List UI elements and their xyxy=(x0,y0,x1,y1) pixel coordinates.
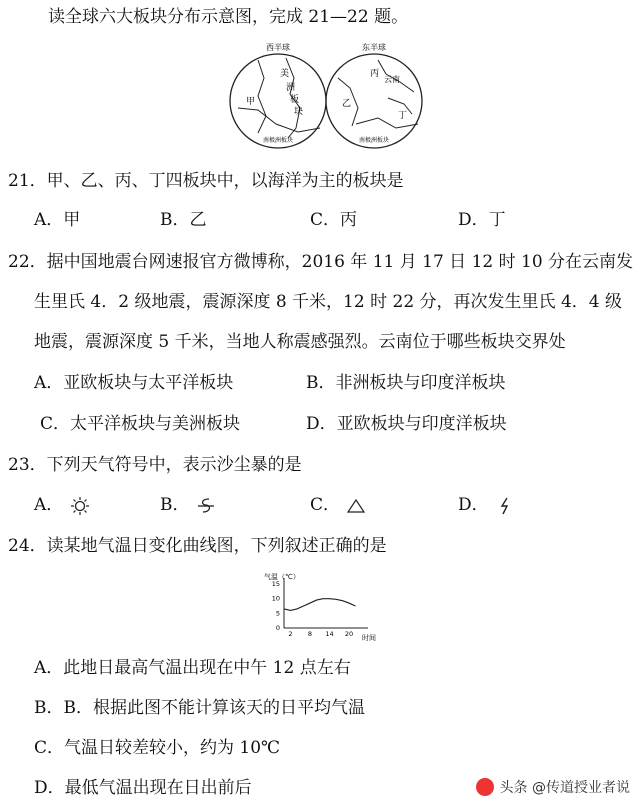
chart-x-tick-label: 8 xyxy=(307,630,313,638)
label-kuai: 块 xyxy=(294,107,304,117)
east-hemisphere-label: 东半球 xyxy=(362,43,386,52)
chart-ylabel: 气温（℃） xyxy=(264,573,300,581)
q23-option-b xyxy=(160,494,217,516)
q22-option-a: A．亚欧板块与太平洋板块 xyxy=(34,373,234,393)
q23-option-c xyxy=(310,494,367,516)
q23-option-d xyxy=(458,494,516,516)
q22-option-d: D．亚欧板块与印度洋板块 xyxy=(306,414,507,434)
label-bing: 丙 xyxy=(370,69,380,79)
chart-xlabel: 时间 xyxy=(362,634,376,642)
chart-y-tick-label: 5 xyxy=(275,609,280,618)
q23-option-a-label: A． xyxy=(34,495,64,515)
q24-option-c: C．气温日较差较小，约为 10℃ xyxy=(34,738,281,758)
watermark-text: 头条 @传道授业者说 xyxy=(499,780,630,796)
label-ding: 丁 xyxy=(398,111,408,121)
q21-option-b: B．乙 xyxy=(160,210,207,230)
q22-option-c: C．太平洋板块与美洲板块 xyxy=(40,414,241,434)
west-hemisphere-circle xyxy=(230,54,326,148)
q21-option-c: C．丙 xyxy=(310,210,358,230)
chart-x-tick-label: 20 xyxy=(344,630,354,638)
chart-x-tick-label: 2 xyxy=(288,630,293,638)
q23-stem: 23．下列天气符号中，表示沙尘暴的是 xyxy=(8,455,302,475)
label-ban: 板 xyxy=(290,95,300,105)
label-mei: 美 xyxy=(280,69,290,79)
sandstorm-symbol-icon xyxy=(195,496,217,516)
label-jia: 甲 xyxy=(246,97,256,107)
west-boundary-1 xyxy=(258,60,266,133)
chart-x-tick-label: 14 xyxy=(325,630,334,638)
q23-option-c-label: C． xyxy=(310,495,341,515)
q21-stem: 21．甲、乙、丙、丁四板块中，以海洋为主的板块是 xyxy=(8,171,404,191)
temperature-chart xyxy=(262,570,380,642)
intro-text: 读全球六大板块分布示意图，完成 21—22 题。 xyxy=(48,7,409,27)
q24-option-a: A．此地日最高气温出现在中午 12 点左右 xyxy=(34,658,351,678)
label-yi: 乙 xyxy=(342,99,352,109)
q22-line1: 22．据中国地震台网速报官方微博称，2016 年 11 月 17 日 12 时 10 分在云南发 xyxy=(8,252,634,272)
q24-stem: 24．读某地气温日变化曲线图，下列叙述正确的是 xyxy=(8,536,387,556)
chart-y-tick-label: 0 xyxy=(275,624,280,632)
q24-option-d: D．最低气温出现在日出前后 xyxy=(34,778,252,798)
q22-line2: 生里氏 4．2 级地震，震源深度 8 千米，12 时 22 分，再次发生里氏 4．4 级 xyxy=(34,292,622,312)
label-antarctic-east: 南极洲板块 xyxy=(358,137,390,144)
q21-option-a: A．甲 xyxy=(34,210,81,230)
q23-option-b-label: B． xyxy=(160,495,190,515)
chart-y-tick-label: 10 xyxy=(271,594,280,603)
sun-symbol-icon xyxy=(69,496,91,516)
plate-map-figure xyxy=(228,38,432,154)
west-boundary-3 xyxy=(238,108,320,132)
hail-symbol-icon xyxy=(345,496,367,516)
q23-option-d-label: D． xyxy=(458,495,489,515)
toutiao-logo-icon xyxy=(476,778,494,796)
label-antarctic-west: 南极洲板块 xyxy=(262,137,294,144)
temperature-series-line xyxy=(284,599,356,611)
watermark xyxy=(476,777,630,797)
west-hemisphere-label: 西半球 xyxy=(266,43,290,52)
q23-option-a xyxy=(34,494,91,516)
q22-option-b: B．非洲板块与印度洋板块 xyxy=(306,373,506,393)
lightning-symbol-icon xyxy=(494,496,516,516)
east-boundary-3 xyxy=(356,118,418,128)
label-yunnan: 云南 xyxy=(384,75,400,84)
q22-line3: 地震，震源深度 5 千米，当地人称震感强烈。云南位于哪些板块交界处 xyxy=(34,332,566,352)
chart-y-tick-label: 15 xyxy=(271,580,280,588)
q21-option-d: D．丁 xyxy=(458,210,506,230)
q24-option-b: B．B．根据此图不能计算该天的日平均气温 xyxy=(34,698,365,718)
label-zhou: 洲 xyxy=(286,83,296,93)
